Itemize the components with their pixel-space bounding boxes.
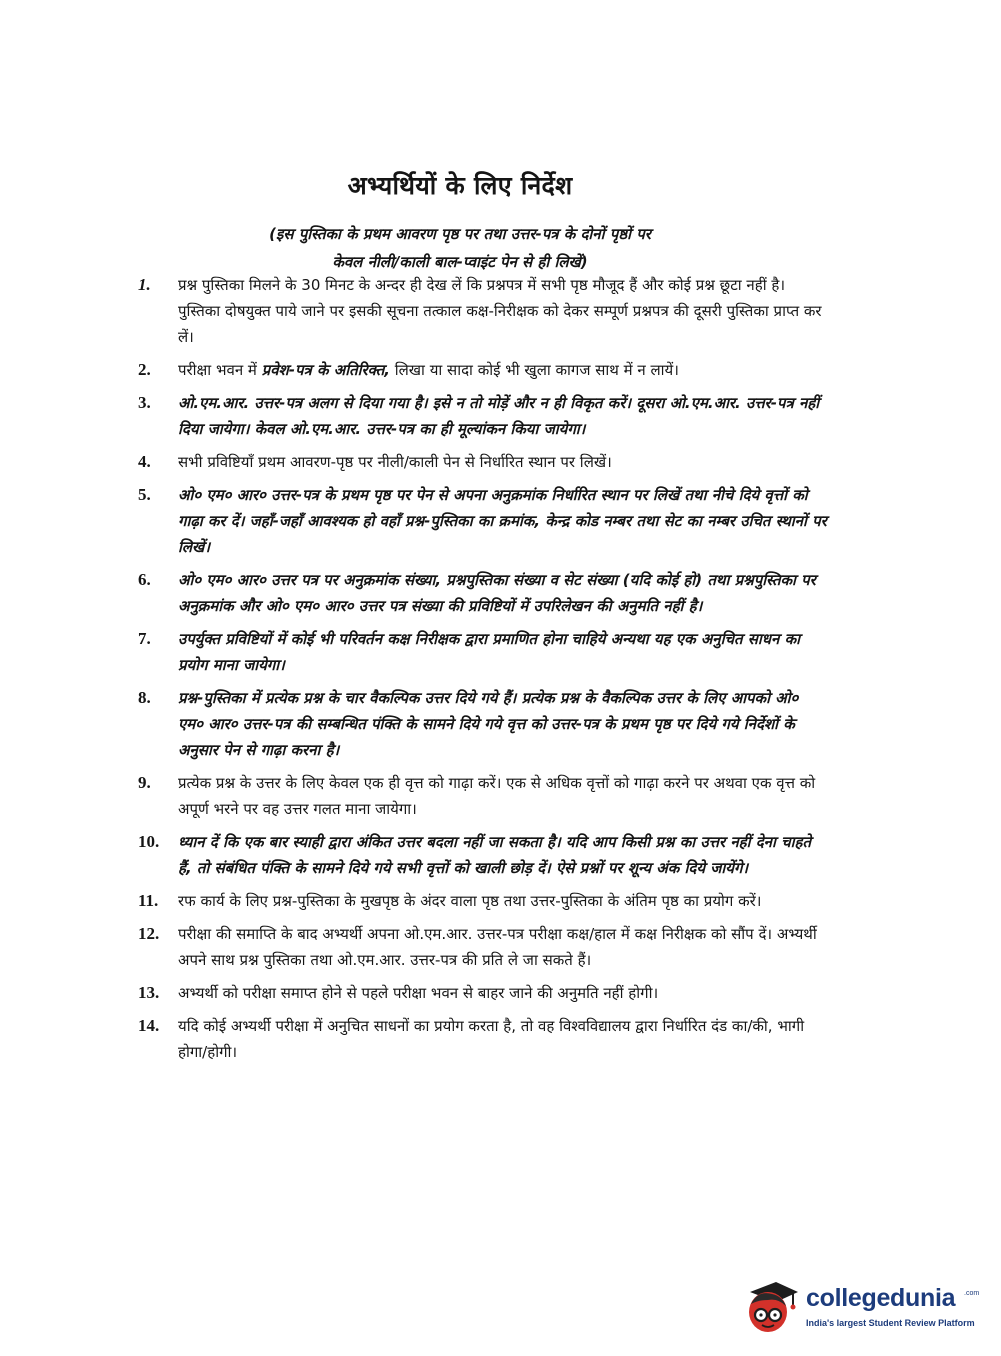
instruction-number: 11. <box>138 891 159 910</box>
instruction-text-emphasis: प्रवेश-पत्र के अतिरिक्त, <box>261 361 390 379</box>
instruction-number: 2. <box>138 360 151 379</box>
instruction-number: 13. <box>138 983 160 1002</box>
instruction-item-14 <box>138 1013 828 1065</box>
instruction-number: 12. <box>138 924 160 943</box>
instruction-text: ध्यान दें कि एक बार स्याही द्वारा अंकित उत्तर बदला नहीं जा सकता है। यदि आप किसी प्रश्न का उत्तर नहीं देना चाहते हैं, तो संबंधित पंक्ति के सामने दिये गये सभी वृत्तों को खाली छोड़ दें। ऐसे प्रश्नों पर शून्य अंक दिये जायेंगे। <box>178 833 812 877</box>
instruction-number: 7. <box>138 629 151 648</box>
instruction-number: 9. <box>138 773 151 792</box>
instruction-number: 14. <box>138 1016 160 1035</box>
instruction-item-13 <box>138 980 828 1006</box>
collegedunia-watermark <box>742 1276 980 1336</box>
subtitle-line-1: (इस पुस्तिका के प्रथम आवरण पृष्ठ पर तथा उत्तर-पत्र के दोनों पृष्ठों पर <box>269 225 651 243</box>
instruction-list <box>138 272 828 1072</box>
page-title: अभ्यर्थियों के लिए निर्देश <box>347 171 573 200</box>
instruction-text: रफ कार्य के लिए प्रश्न-पुस्तिका के मुखपृष्ठ के अंदर वाला पृष्ठ तथा उत्तर-पुस्तिका के अंतिम पृष्ठ का प्रयोग करें। <box>178 892 762 910</box>
instruction-text-part: लिखा या सादा कोई भी खुला कागज साथ में न लायें। <box>389 361 679 379</box>
instruction-number: 6. <box>138 570 151 589</box>
instruction-text: ओ० एम० आर० उत्तर-पत्र के प्रथम पृष्ठ पर पेन से अपना अनुक्रमांक निर्धारित स्थान पर लिखें तथा नीचे दिये वृत्तों को गाढ़ा कर दें। जहाँ-जहाँ आवश्यक हो वहाँ प्रश्न-पुस्तिका का क्रमांक, केन्द्र कोड नम्बर तथा सेट का नम्बर उचित स्थानों पर लिखें। <box>178 486 827 556</box>
instruction-text: परीक्षा की समाप्ति के बाद अभ्यर्थी अपना ओ.एम.आर. उत्तर-पत्र परीक्षा कक्ष/हाल में कक्ष निरीक्षक को सौंप दें। अभ्यर्थी अपने साथ प्रश्न पुस्तिका तथा ओ.एम.आर. उत्तर-पत्र की प्रति ले जा सकते हैं। <box>178 925 817 969</box>
collegedunia-mascot-icon <box>742 1276 800 1336</box>
instruction-text: यदि कोई अभ्यर्थी परीक्षा में अनुचित साधनों का प्रयोग करता है, तो वह विश्वविद्यालय द्वारा निर्धारित दंड का/की, भागी होगा/होगी। <box>178 1017 805 1061</box>
instruction-text: उपर्युक्त प्रविष्टियों में कोई भी परिवर्तन कक्ष निरीक्षक द्वारा प्रमाणित होना चाहिये अन्यथा यह एक अनुचित साधन का प्रयोग माना जायेगा। <box>178 630 800 674</box>
instruction-text: प्रत्येक प्रश्न के उत्तर के लिए केवल एक ही वृत्त को गाढ़ा करें। एक से अधिक वृत्तों को गाढ़ा करने पर अथवा एक वृत्त को अपूर्ण भरने पर वह उत्तर गलत माना जायेगा। <box>178 774 816 818</box>
instruction-item-9 <box>138 770 828 822</box>
instruction-text: प्रश्न पुस्तिका मिलने के 30 मिनट के अन्दर ही देख लें कि प्रश्नपत्र में सभी पृष्ठ मौजूद हैं और कोई प्रश्न छूटा नहीं है। पुस्तिका दोषयुक्त पाये जाने पर इसकी सूचना तत्काल कक्ष-निरीक्षक को देकर सम्पूर्ण प्रश्नपत्र की दूसरी पुस्तिका प्राप्त कर लें। <box>178 276 822 346</box>
instruction-text <box>178 361 679 379</box>
instruction-item-5 <box>138 482 828 560</box>
instruction-item-2 <box>138 357 828 383</box>
instruction-text: सभी प्रविष्टियाँ प्रथम आवरण-पृष्ठ पर नीली/काली पेन से निर्धारित स्थान पर लिखें। <box>178 453 612 471</box>
instruction-item-8 <box>138 685 828 763</box>
instruction-number: 1. <box>138 275 151 294</box>
instruction-number: 5. <box>138 485 151 504</box>
instruction-text-part: परीक्षा भवन में <box>178 361 262 379</box>
instruction-item-4 <box>138 449 828 475</box>
instruction-item-1 <box>138 272 828 350</box>
page-subtitle <box>200 220 720 276</box>
instruction-item-6 <box>138 567 828 619</box>
subtitle-line-2: केवल नीली/काली बाल-प्वाइंट पेन से ही लिखें) <box>332 253 588 271</box>
brand-name: collegedunia <box>806 1284 956 1312</box>
brand-tagline: India's largest Student Review Platform <box>806 1318 975 1328</box>
instruction-text: अभ्यर्थी को परीक्षा समाप्त होने से पहले परीक्षा भवन से बाहर जाने की अनुमति नहीं होगी। <box>178 984 659 1002</box>
instruction-text: ओ.एम.आर. उत्तर-पत्र अलग से दिया गया है। इसे न तो मोड़ें और न ही विकृत करें। दूसरा ओ.एम.आर. उत्तर-पत्र नहीं दिया जायेगा। केवल ओ.एम.आर. उत्तर-पत्र का ही मूल्यांकन किया जायेगा। <box>178 394 820 438</box>
instruction-item-7 <box>138 626 828 678</box>
brand-domain: .com <box>964 1290 980 1297</box>
instruction-text: प्रश्न-पुस्तिका में प्रत्येक प्रश्न के चार वैकल्पिक उत्तर दिये गये हैं। प्रत्येक प्रश्न के वैकल्पिक उत्तर के लिए आपको ओ० एम० आर० उत्तर-पत्र की सम्बन्धित पंक्ति के सामने दिये गये वृत्त को उत्तर-पत्र के प्रथम पृष्ठ पर दिये गये निर्देशों के अनुसार पेन से गाढ़ा करना है। <box>178 689 799 759</box>
instruction-number: 10. <box>138 832 160 851</box>
instruction-text: ओ० एम० आर० उत्तर पत्र पर अनुक्रमांक संख्या, प्रश्नपुस्तिका संख्या व सेट संख्या (यदि कोई हो) तथा प्रश्नपुस्तिका पर अनुक्रमांक और ओ० एम० आर० उत्तर पत्र संख्या की प्रविष्टियों में उपरिलेखन की अनुमति नहीं है। <box>178 571 816 615</box>
instruction-number: 4. <box>138 452 151 471</box>
instruction-number: 8. <box>138 688 151 707</box>
instruction-number: 3. <box>138 393 151 412</box>
instruction-item-3 <box>138 390 828 442</box>
instruction-item-12 <box>138 921 828 973</box>
instruction-item-11 <box>138 888 828 914</box>
instruction-item-10 <box>138 829 828 881</box>
